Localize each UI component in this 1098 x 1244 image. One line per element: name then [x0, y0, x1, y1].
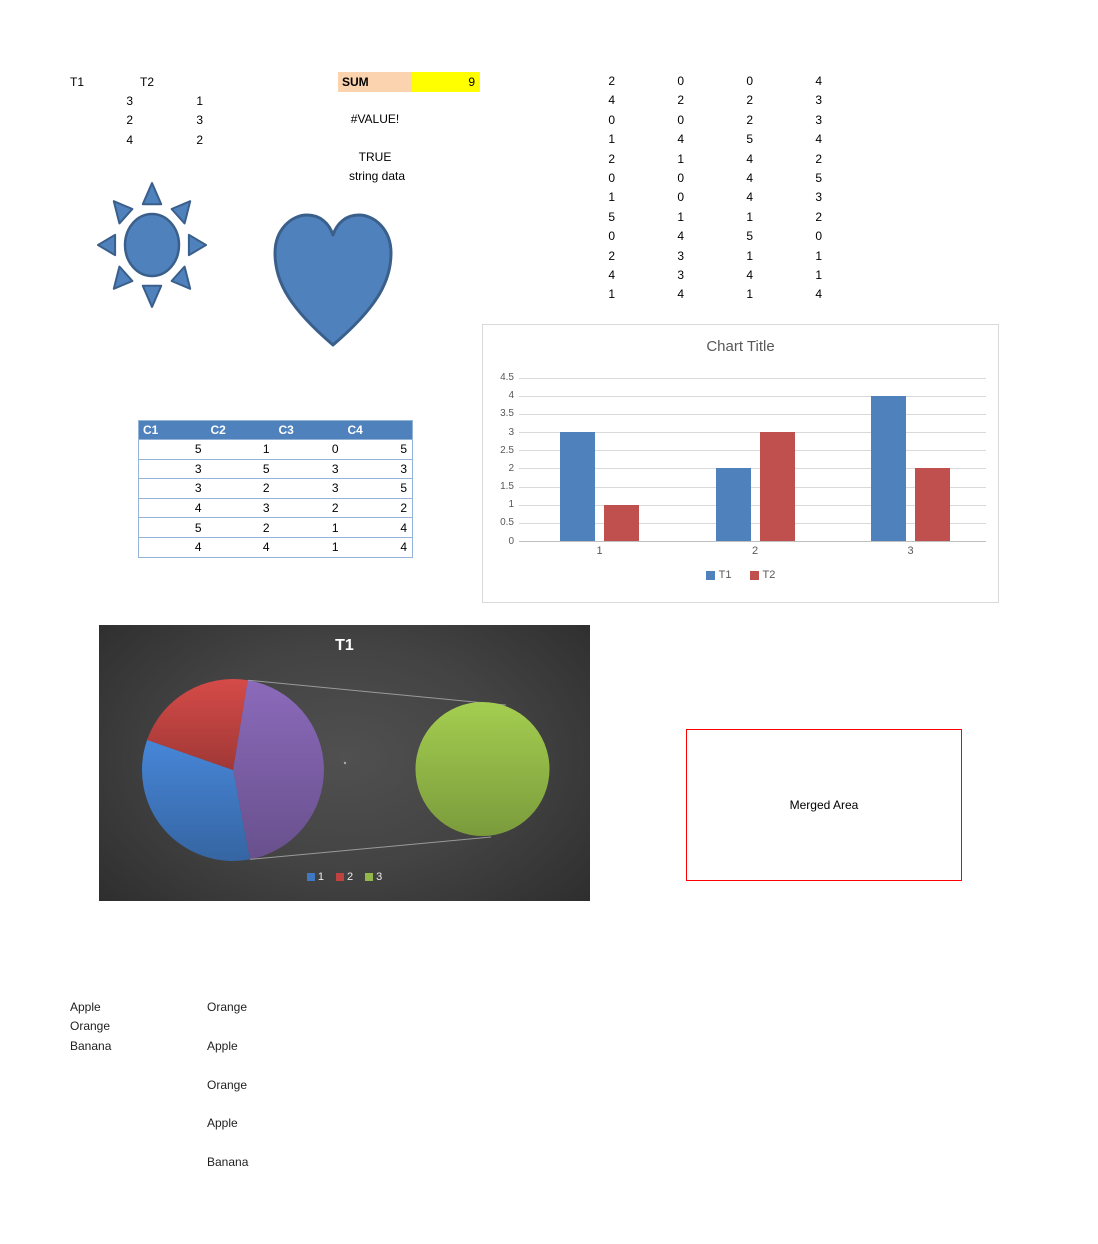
- number-grid-cell: 3: [677, 267, 684, 282]
- cell-value: 3: [196, 113, 203, 128]
- number-grid-cell: 0: [677, 74, 684, 88]
- number-grid-cell: 4: [608, 93, 615, 108]
- fruit-item: Orange: [70, 1019, 111, 1034]
- number-grid-cell: 4: [746, 151, 753, 166]
- secondary-pie: [416, 702, 550, 836]
- table-row: [139, 498, 413, 518]
- table-header-cell: C3: [275, 421, 344, 440]
- fruit-item: Banana: [70, 1038, 112, 1053]
- y-axis-tick-label: 1: [508, 499, 514, 511]
- number-grid-cell: 5: [746, 229, 753, 244]
- number-grid-cell: 4: [746, 190, 753, 205]
- legend-label: 3: [376, 871, 383, 883]
- legend-label: 1: [317, 871, 324, 883]
- table-cell: 4: [207, 537, 275, 557]
- number-grid-cell: 4: [677, 132, 684, 147]
- cell-value: 4: [126, 132, 133, 147]
- number-grid-cell: 1: [608, 190, 615, 205]
- number-grid-row: [546, 266, 822, 285]
- pie-legend-item-1: [307, 871, 324, 883]
- number-grid-cell: 1: [608, 287, 615, 302]
- number-grid-row: [546, 285, 822, 304]
- table-cell: 0: [275, 440, 344, 460]
- table-row: [139, 459, 413, 479]
- number-grid-cell: 4: [815, 74, 822, 88]
- number-grid-cell: 0: [677, 190, 684, 205]
- table-cell: 3: [344, 459, 413, 479]
- legend-swatch: [336, 873, 344, 881]
- sum-label-cell: SUM: [338, 72, 412, 92]
- bar-T1-cat1: [560, 432, 595, 541]
- bar-chart: [482, 324, 999, 603]
- t1-values-column: [93, 92, 133, 150]
- fruit-item: Apple: [70, 1000, 101, 1014]
- number-grid-cell: 0: [608, 229, 615, 244]
- bar-chart-gridline: [519, 396, 986, 397]
- number-grid: [546, 72, 822, 305]
- fruit-item: Apple: [207, 1038, 238, 1053]
- heart-icon: [271, 211, 395, 349]
- x-axis-category-label: 1: [596, 545, 603, 557]
- y-axis-tick-label: 4.5: [500, 372, 514, 384]
- table-cell: 1: [207, 440, 275, 460]
- fruit-item: Apple: [207, 1116, 238, 1131]
- number-grid-cell: 2: [815, 151, 822, 166]
- fruit-item: Orange: [207, 1000, 248, 1014]
- number-grid-cell: 4: [677, 287, 684, 302]
- number-grid-cell: 4: [677, 229, 684, 244]
- table-cell: 2: [207, 479, 275, 499]
- legend-swatch: [706, 571, 715, 580]
- string-value-cell: string data: [348, 169, 406, 183]
- x-axis-line: [519, 541, 986, 542]
- y-axis-tick-label: 0: [508, 535, 514, 547]
- number-grid-cell: 3: [815, 93, 822, 108]
- number-grid-cell: 0: [608, 112, 615, 127]
- table-cell: 5: [139, 518, 207, 538]
- table-row: [139, 479, 413, 499]
- table-cell: 4: [139, 498, 207, 518]
- table-cell: 4: [139, 537, 207, 557]
- number-grid-cell: 3: [815, 112, 822, 127]
- number-grid-cell: 4: [608, 267, 615, 282]
- y-axis-tick-label: 3: [508, 426, 514, 438]
- number-grid-cell: 1: [746, 248, 753, 263]
- number-grid-cell: 1: [608, 132, 615, 147]
- number-grid-cell: 1: [815, 267, 822, 282]
- y-axis-tick-label: 2.5: [500, 444, 514, 456]
- bar-chart-title: Chart Title: [706, 338, 775, 355]
- number-grid-row: [546, 227, 822, 246]
- data-table: [138, 420, 413, 558]
- data-table-body: [139, 440, 413, 558]
- legend-label: T1: [718, 569, 732, 581]
- table-cell: 3: [275, 459, 344, 479]
- table-cell: 2: [275, 498, 344, 518]
- pie-of-pie-chart: [99, 625, 590, 901]
- legend-swatch: [365, 873, 373, 881]
- number-grid-cell: 0: [815, 229, 822, 244]
- table-row: [139, 537, 413, 557]
- fruit-item: Banana: [207, 1155, 249, 1170]
- number-grid-cell: 4: [815, 132, 822, 147]
- y-axis-tick-label: 2: [508, 462, 514, 474]
- number-grid-row: [546, 188, 822, 207]
- number-grid-cell: 2: [746, 93, 753, 108]
- table-cell: 1: [275, 537, 344, 557]
- number-grid-cell: 3: [677, 248, 684, 263]
- table-header-cell: C4: [344, 421, 413, 440]
- number-grid-cell: 1: [746, 209, 753, 224]
- sun-icon: [97, 179, 207, 309]
- error-value-cell: #VALUE!: [350, 112, 400, 126]
- cell-value: 1: [196, 94, 203, 108]
- x-axis-category-label: 3: [907, 545, 914, 557]
- table-cell: 2: [207, 518, 275, 538]
- number-grid-cell: 1: [746, 287, 753, 302]
- number-grid-row: [546, 247, 822, 266]
- y-axis-tick-label: 1.5: [500, 481, 514, 493]
- number-grid-cell: 4: [815, 287, 822, 302]
- fruit-list-right: [207, 988, 248, 1182]
- legend-swatch: [750, 571, 759, 580]
- number-grid-row: [546, 91, 822, 110]
- number-grid-cell: 4: [746, 267, 753, 282]
- table-cell: 2: [344, 498, 413, 518]
- legend-swatch: [307, 873, 315, 881]
- pie-chart-title: T1: [335, 637, 354, 654]
- table-cell: 1: [275, 518, 344, 538]
- y-axis-tick-label: 0.5: [500, 517, 514, 529]
- number-grid-cell: 2: [815, 209, 822, 224]
- number-grid-cell: 0: [677, 170, 684, 185]
- number-grid-cell: 5: [608, 209, 615, 224]
- legend-label: T2: [762, 569, 776, 581]
- bar-T2-cat1: [604, 505, 639, 541]
- number-grid-cell: 4: [746, 170, 753, 185]
- table-row: [139, 518, 413, 538]
- table-row: [139, 440, 413, 460]
- table-cell: 3: [139, 459, 207, 479]
- pie-legend-item-3: [365, 871, 382, 883]
- bar-T2-cat3: [915, 468, 950, 541]
- bar-T2-cat2: [760, 432, 795, 541]
- t2-column-header: T2: [140, 75, 155, 89]
- pie-chart-legend: [99, 871, 590, 883]
- fruit-item: Orange: [207, 1077, 248, 1092]
- table-cell: 5: [344, 440, 413, 460]
- data-table-header: [139, 421, 413, 440]
- number-grid-cell: 1: [677, 209, 684, 224]
- table-cell: 3: [139, 479, 207, 499]
- cell-value: 3: [126, 94, 133, 108]
- pie-legend-item-2: [336, 871, 353, 883]
- table-cell: 5: [139, 440, 207, 460]
- fruit-list-left: [70, 998, 111, 1056]
- table-cell: 5: [207, 459, 275, 479]
- merged-area-box: [686, 729, 962, 881]
- number-grid-cell: 0: [677, 112, 684, 127]
- number-grid-cell: 2: [608, 151, 615, 166]
- number-grid-cell: 1: [815, 248, 822, 263]
- number-grid-cell: 5: [815, 170, 822, 185]
- bar-T1-cat2: [716, 468, 751, 541]
- number-grid-cell: 2: [677, 93, 684, 108]
- main-pie-slice-0: [233, 680, 324, 859]
- number-grid-cell: 1: [677, 151, 684, 166]
- table-cell: 4: [344, 537, 413, 557]
- bar-T1-cat3: [871, 396, 906, 541]
- legend-item-T1: [706, 569, 732, 581]
- merged-area-label: Merged Area: [789, 798, 859, 812]
- bar-chart-gridline: [519, 414, 986, 415]
- boolean-value-cell: TRUE: [358, 150, 392, 164]
- number-grid-cell: 2: [746, 112, 753, 127]
- number-grid-row: [546, 169, 822, 188]
- pie-chart-canvas: [99, 625, 590, 901]
- bar-chart-legend: [483, 569, 998, 581]
- number-grid-row: [546, 72, 822, 91]
- legend-label: 2: [346, 871, 354, 883]
- number-grid-cell: 3: [815, 190, 822, 205]
- number-grid-cell: 2: [608, 74, 615, 88]
- table-cell: 3: [207, 498, 275, 518]
- table-header-cell: C2: [207, 421, 275, 440]
- bar-chart-gridline: [519, 378, 986, 379]
- x-axis-category-label: 2: [751, 545, 759, 557]
- stray-dot: [344, 762, 346, 764]
- number-grid-cell: 2: [608, 248, 615, 263]
- number-grid-cell: 5: [746, 132, 753, 147]
- y-axis-tick-label: 4: [508, 390, 514, 402]
- table-cell: 3: [275, 479, 344, 499]
- number-grid-row: [546, 111, 822, 130]
- number-grid-row: [546, 208, 822, 227]
- legend-item-T2: [750, 569, 776, 581]
- table-cell: 4: [344, 518, 413, 538]
- t2-values-column: [163, 92, 203, 150]
- number-grid-row: [546, 150, 822, 169]
- cell-value: 2: [126, 113, 133, 128]
- cell-value: 2: [196, 132, 203, 147]
- number-grid-row: [546, 130, 822, 149]
- number-grid-cell: 0: [746, 74, 753, 88]
- sum-value-cell: 9: [412, 72, 480, 92]
- number-grid-cell: 0: [608, 170, 615, 185]
- table-cell: 5: [344, 479, 413, 499]
- table-header-cell: C1: [139, 421, 207, 440]
- t1-column-header: T1: [70, 75, 85, 89]
- y-axis-tick-label: 3.5: [500, 408, 514, 420]
